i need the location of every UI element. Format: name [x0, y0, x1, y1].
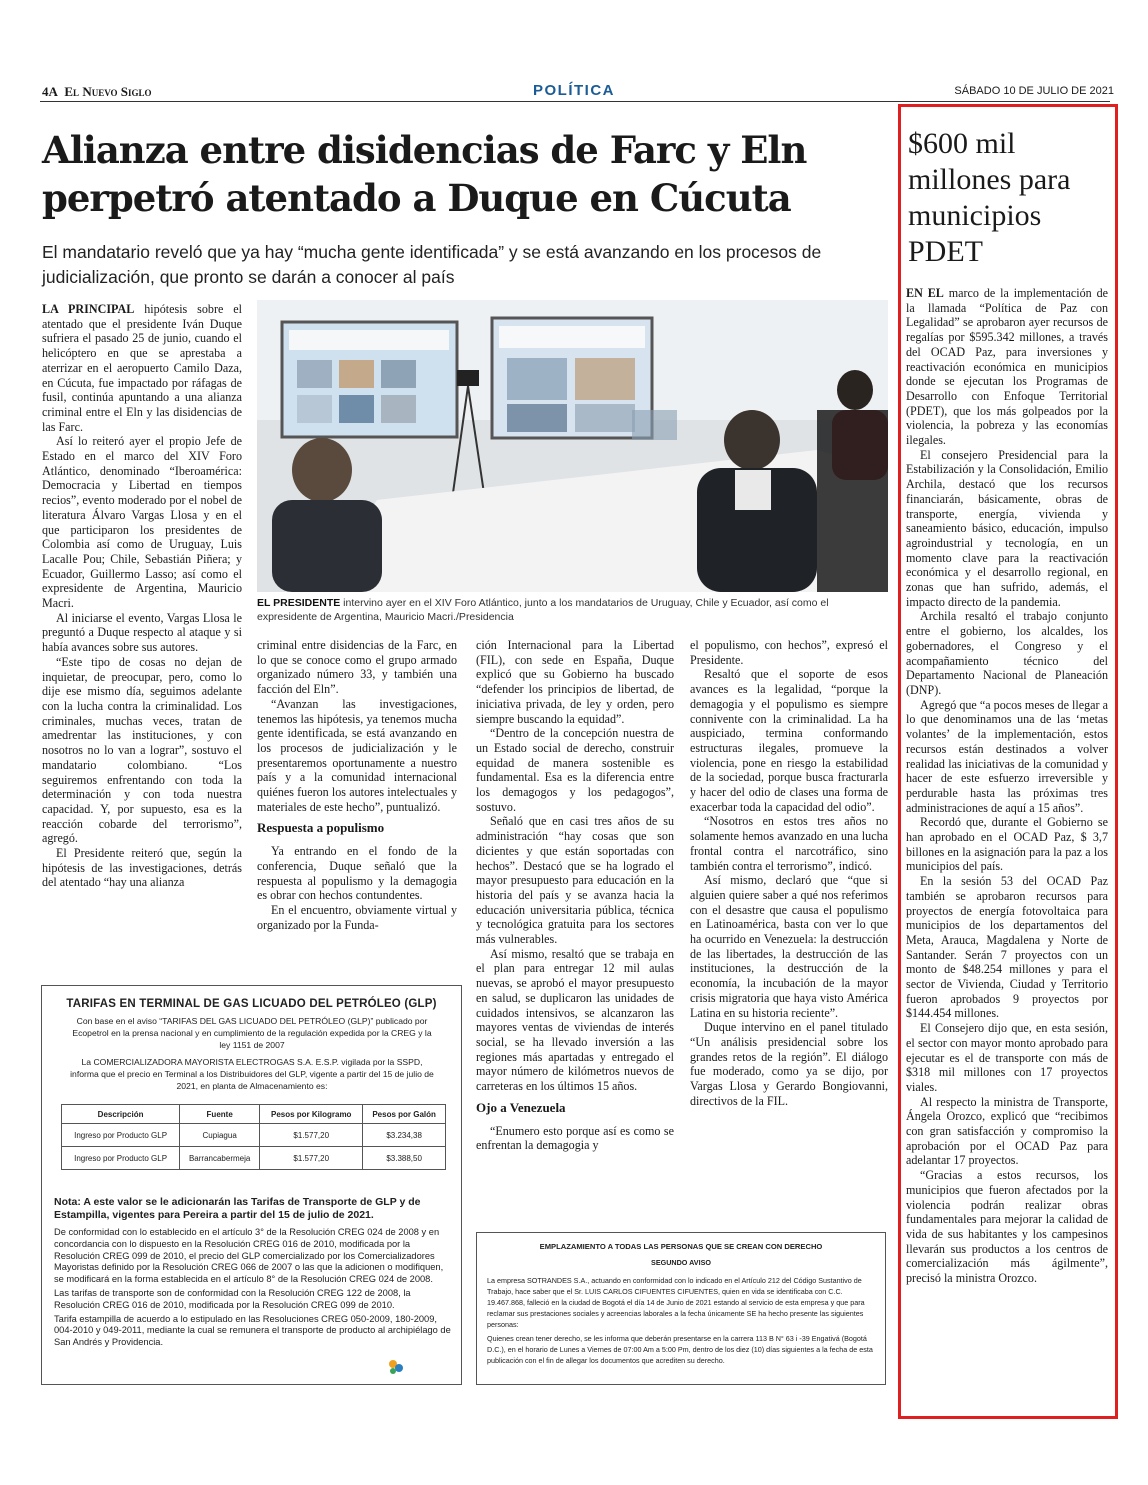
notice-title: EMPLAZAMIENTO A TODAS LAS PERSONAS QUE SE CREAN CON DERECHO	[539, 1242, 823, 1251]
issue-date: SÁBADO 10 DE JULIO DE 2021	[954, 85, 1114, 97]
paragraph: “Gracias a estos recursos, los municipios que fueron afectados por la violencia podrán realizar obras fundamentales para mejorar la calidad de vida de sus habitantes y los campesinos llevarán sus productos a los centros de comercialización más ágilmente”, precisó la ministra Orozco.	[906, 1168, 1108, 1286]
notice-body: De conformidad con lo establecido en el artículo 3° de la Resolución CREG 024 de 2008 y en concordancia con lo dispuesto en la Resolución CREG 016 de 2010, modificada por la Resolución CREG 099 de 2010, el precio del GLP comercializado por los Comercializadores Mayoristas definido por la Resolución CREG 066 de 2007 o las que la adicionen o modifiquen, se modificará en la forma establecida en el artículo 8° de la Resolución CREG 024 de 2008. Las tarifas de transporte son de conformidad con la Resolución CREG 122 de 2008, la Resolución CREG 016 de 2010, modificada por la Resolución CREG 099 de 2010. Tarifa estampilla de acuerdo a lo estipulado en las Resoluciones CREG 050-2009, 180-2009, 004-2010 y 049-2011, mediante la cual se remunera el transporte de producto al archipiélago de San Andrés y Providencia.	[54, 1227, 451, 1348]
sidebar-title: $600 mil millones para municipios PDET	[908, 127, 1071, 268]
article-column-1	[42, 302, 242, 890]
paragraph: “Avanzan las investigaciones, tenemos las hipótesis, ya tenemos mucha gente identificada, se está avanzando en los procesos de judicialización y le presentaremos oportunamente a nuestro país y a la comunidad internacional quiénes fueron los autores intelectuales y materiales de este hecho”, puntualizó.	[257, 696, 457, 814]
video-wall-right-icon	[492, 318, 652, 438]
paragraph: El Presidente reiteró que, según la hipótesis de las investigaciones, detrás del atentado “hay una alianza	[42, 846, 242, 890]
paragraph: “Enumero esto porque así es como se enfrentan la demagogia y	[476, 1123, 674, 1153]
caption-lead: EL PRESIDENTE	[257, 597, 341, 609]
table-row: Ingreso por Producto GLP Barrancabermeja $1.577,20 $3.388,50	[62, 1147, 446, 1170]
paragraph: “Este tipo de cosas no dejan de inquietar, de preocupar, pero, como lo dije ese mismo día, seguimos adelante con la lucha contra la criminalidad. Los criminales, muchas veces, tratan de amedrentar las instituciones, y con nosotros no lo van a lograr”, sostuvo el mandatario colombiano. “Los seguiremos enfrentando con toda la determinación y con toda nuestra capacidad. Y, por supuesto, esa es la reacción cobarde del terrorismo”, agregó.	[42, 654, 242, 846]
paragraph: EN EL marco de la implementación de la llamada “Política de Paz con Legalidad” se aprobaron ayer recursos de regalías por $595.342 millones, a través del OCAD Paz, para inversiones y reactivación económica en municipios donde se ejecutan los Programas de Desarrollo con Enfoque Territorial (PDET), que los más golpeados por la violencia, la pobreza y las economías ilegales.	[906, 286, 1108, 448]
paragraph: Al respecto la ministra de Transporte, Ángela Orozco, explicó que “recibimos con gran satisfacción y compromiso la aprobación por el OCAD Paz para adelantar 17 proyectos.	[906, 1094, 1108, 1168]
video-wall-left-icon	[282, 322, 457, 437]
paragraph: criminal entre disidencias de la Farc, en lo que se conoce como el grupo armado organizado número 33, y también una facción del Eln”.	[257, 638, 457, 697]
article-column-2	[257, 638, 457, 932]
article-column-3	[476, 638, 674, 1153]
subhead-populismo: Respuesta a populismo	[257, 820, 385, 836]
glp-tariff-notice	[41, 985, 462, 1385]
notice-note: Nota: A este valor se le adicionarán las Tarifas de Transporte de GLP y de Estampilla, vigentes para Pereira a partir del 15 de julio de 2021.	[54, 1196, 421, 1221]
page-number-and-masthead	[42, 84, 152, 100]
paragraph: Recordó que, durante el Gobierno se han aprobado en el OCAD Paz, $ 3,7 billones en la asignación para la paz a los municipios del país.	[906, 815, 1108, 874]
article-headline: Alianza entre disidencias de Farc y Eln perpetró atentado a Duque en Cúcuta	[42, 128, 807, 220]
subhead-venezuela: Ojo a Venezuela	[476, 1099, 566, 1115]
table-header: Pesos por Kilogramo	[260, 1105, 363, 1124]
notice-body: La empresa SOTRANDES S.A., actuando en conformidad con lo indicado en el Artículo 212 del Código Sustantivo de Trabajo, hace saber que el Sr. LUIS CARLOS CIFUENTES CIFUENTES, quien en vida se identificaba con C.C. 19.467.868, falleció en la ciudad de Bogotá el día 14 de Junio de 2021 estando al servicio de esta empresa y que para reclamar sus prestaciones sociales y acreencias laborales a la fecha únicamente SE ha hecho presente las siguientes personas: Quienes crean tener derecho, se les informa que deberán presentarse en la carrera 113 B N° 63 i -39 Engativá (Bogotá D.C.), en el horario de Lunes a Viernes de 07:00 Am a 5:00 Pm, dentro de los diez (10) días siguientes a la fecha de esta publicación con el fin de allegar los documentos que acrediten su derecho.	[487, 1276, 873, 1365]
lead-in: LA PRINCIPAL	[42, 302, 135, 316]
paragraph: el populismo, con hechos”, expresó el Presidente.	[690, 638, 888, 667]
photo-caption: EL PRESIDENTE intervino ayer en el XIV Foro Atlántico, junto a los mandatarios de Uruguay, Chile y Ecuador, así como el expresidente de Argentina, Mauricio Macri./Presidencia	[257, 597, 829, 623]
table-row: Ingreso por Producto GLP Cupiagua $1.577,20 $3.234,38	[62, 1124, 446, 1147]
tariff-table	[61, 1104, 446, 1170]
company-logo-icon	[386, 1358, 406, 1376]
header-rule	[40, 101, 1110, 102]
paragraph: “Dentro de la concepción nuestra de un Estado social de derecho, construir equidad de manera sostenible es fundamental. Esa es la diferencia entre los demagogos y los pedagogos”, sostuvo.	[476, 726, 674, 814]
paragraph: Señaló que en casi tres años de su administración “hay cosas que son dicientes y que están soportadas con hechos”. Destacó que se ha logrado el mayor presupuesto para educación en la historia del país y se avanza hacia la educación universitaria pública, técnica y tecnológica gratuita para los sectores más vulnerables.	[476, 814, 674, 947]
paragraph: En la sesión 53 del OCAD Paz también se aprobaron recursos para proyectos de energía fotovoltaica para municipios de los departamentos del Meta, Arauca, Magdalena y Norte de Santander. Serán 7 proyectos con un monto de $48.254 millones y para el sector de Vivienda, Ciudad y Territorio fueron aprobados 9 proyectos por $144.454 millones.	[906, 874, 1108, 1021]
section-label: POLÍTICA	[533, 82, 615, 99]
paragraph: Agregó que “a pocos meses de llegar a lo que denominamos una de las ‘metas volantes’ de la implementación, estos recursos están destinados a volver realidad las iniciativas de la comunidad y hacer de este esfuerzo irreversible y perdurable hasta las próximas tres administraciones de aquí a 15 años”.	[906, 697, 1108, 815]
article-column-4	[690, 638, 888, 1109]
paragraph: Ya entrando en el fondo de la conferencia, Duque señaló que la respuesta al populismo y la demagogia es obrar con hechos contundentes.	[257, 844, 457, 903]
emplazamiento-notice	[476, 1232, 886, 1385]
table-header: Fuente	[180, 1105, 260, 1124]
page-number: 4A	[42, 84, 58, 99]
paragraph: Archila resaltó el trabajo conjunto entre el gobierno, los alcaldes, los gobernadores, el Congreso y el acompañamiento técnico del Departamento Nacional de Planeación (DNP).	[906, 609, 1108, 697]
paragraph: El Consejero dijo que, en esta sesión, el sector con mayor monto aprobado para ejecutar es el de transporte con más de $318 mil millones con 17 proyectos viales.	[906, 1021, 1108, 1094]
paragraph: Así mismo, resaltó que se trabaja en el plan para entregar 12 mil aulas nuevas, se aprobó el mayor presupuesto en salud, se duplicaron las unidades de cuidados intensivos, se alcanzaron las mayores ventas de viviendas de interés social, se ha llevado inversión a las regiones más apartadas y entregado el mayor número de kilómetros nuevos de carreteras en los últimos 15 años.	[476, 946, 674, 1094]
conference-room-illustration	[257, 300, 888, 592]
paragraph: Resaltó que el soporte de esos avances es la legalidad, “porque la demagogia y el populismo es siempre conniventе con la criminalidad. La ha auspiciado, termina conformando estructuras ilegales, promueve la violencia, pone en riesgo la estabilidad de la sociedad, porque busca fracturarla y hacer del odio de clases una forma de exacerbar toda la capacidad del odio”.	[690, 667, 888, 814]
lead-in: EN EL	[906, 286, 944, 300]
newspaper-name: El Nuevo Siglo	[64, 84, 152, 99]
article-photo	[257, 300, 888, 592]
paragraph: ción Internacional para la Libertad (FIL), con sede en España, Duque explicó que su Gobierno ha buscado “defender los principios de libertad, de iniciativa privada, de ley y orden, pero siempre buscando la equidad”.	[476, 638, 674, 726]
notice-subtitle: SEGUNDO AVISO	[651, 1258, 711, 1267]
sidebar-column	[906, 286, 1108, 1286]
paragraph: “Nosotros en estos tres años no solamente hemos avanzado en una lucha frontal contra el narcotráfico, sino también contra el terrorismo”, indicó.	[690, 814, 888, 873]
paragraph: Así mismo, declaró que “que si alguien quiere saber a qué nos referimos con el desastre que causa el populismo en Latinoamérica, basta con ver lo que ha ocurrido en Venezuela: la destrucción de las libertades, la destrucción de las instituciones, la destrucción de la economía, la incubación de la mayor crisis migratoria que haya visto América Latina en su historia reciente”.	[690, 873, 888, 1020]
paragraph: Duque intervino en el panel titulado “Un análisis presidencial sobre los grandes retos de la región”. El diálogo fue moderado, como ya se dijo, por Vargas Llosa y Gerardo Bongiovanni, directivos de la FIL.	[690, 1020, 888, 1108]
paragraph: En el encuentro, obviamente virtual y organizado por la Funda-	[257, 902, 457, 932]
paragraph: Así lo reiteró ayer el propio Jefe de Estado en el marco del XIV Foro Atlántico, denominado “Iberoamérica: Democracia y Libertad en tiempos recios”, evento moderado por el nobel de literatura Álvaro Vargas Llosa y en el que participaron los presidentes de Colombia así como de Uruguay, Luis Lacalle Pou; Chile, Sebastián Piñera; y Ecuador, Guillermo Lasso; así como el expresidente de Argentina, Mauricio Macri.	[42, 434, 242, 611]
table-header: Descripción	[62, 1105, 180, 1124]
paragraph: Al iniciarse el evento, Vargas Llosa le preguntó a Duque respecto al ataque y si había avances sobre sus autores.	[42, 610, 242, 655]
article-deck: El mandatario reveló que ya hay “mucha gente identificada” y se está avanzando en los procesos de judicialización, que pronto se darán a conocer al país	[42, 242, 822, 287]
paragraph: LA PRINCIPAL hipótesis sobre el atentado que el presidente Iván Duque sufriera el pasado 25 de junio, cuando el helicóptero en que se aprestaba a aterrizar en el aeropuerto Camilo Daza, en Cúcuta, fue impactado por ráfagas de fusil, continúa apuntando a una alianza criminal entre el Eln y las disidencias de las Farc.	[42, 302, 242, 434]
paragraph: El consejero Presidencial para la Estabilización y la Consolidación, Emilio Archila, destacó que los recursos financiarán, básicamente, obras de transporte, energía, vivienda y saneamiento básico, educación, impulso agroindustrial y tecnología, en un momento clave para la reactivación económica y el desarrollo regional, en zonas que han sufrido, además, el impacto directo de la pandemia.	[906, 447, 1108, 609]
table-header: Pesos por Galón	[363, 1105, 446, 1124]
notice-intro: Con base en el aviso “TARIFAS DEL GAS LICUADO DEL PETRÓLEO (GLP)” publicado por Ecopetrol en la prensa nacional y en cumplimiento de la regulación expedida por la CREG y la ley 1151 de 2007 La COMERCIALIZADORA MAYORISTA ELECTROGAS S.A. E.S.P. vigilada por la SSPD, informa que el precio en Terminal a los Distribuidores del GLP, vigente a partir del 15 de julio de 2021, en planta de Almacenamiento es:	[70, 1016, 434, 1092]
notice-title: TARIFAS EN TERMINAL DE GAS LICUADO DEL PETRÓLEO (GLP)	[66, 998, 437, 1010]
